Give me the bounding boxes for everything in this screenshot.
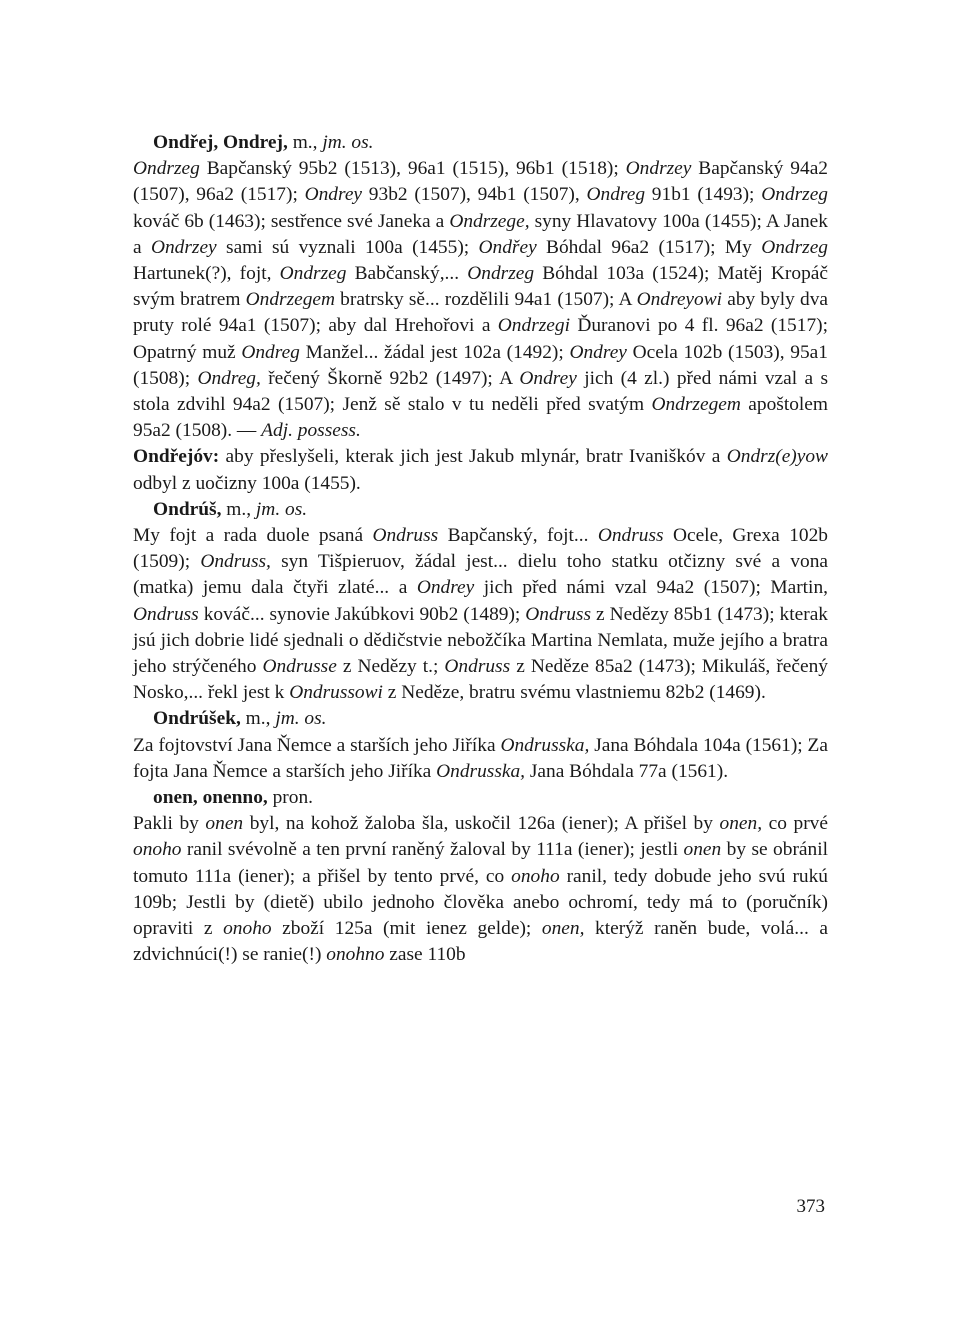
citation-form: Ondrzeg <box>761 184 828 206</box>
text-run: z Neděze 85a2 (1473); Mikuláš, řečený Nosko,... řekl jest k <box>133 656 828 704</box>
text-run: Pakli by <box>133 813 206 835</box>
text-run: ranil svévolně a ten první raněný žaloval by 111a (iener); jestli <box>181 839 684 861</box>
text-run: Ocela 102b (1503), 95a1 (1508); <box>133 341 828 389</box>
text-run: Bóhdal 96a2 (1517); My <box>536 236 762 258</box>
entry-heading <box>133 497 828 523</box>
text-run: 91b1 (1493); <box>645 184 762 206</box>
citation-form: Ondruss <box>525 603 592 625</box>
entry-text <box>133 733 828 785</box>
grammar-label: m., <box>221 498 256 520</box>
text-run: zboží 125a (mit ienez gelde); <box>271 918 542 940</box>
grammar-label: pron. <box>267 787 314 809</box>
text-run: jich před námi vzal 94a2 (1507); Martin, <box>474 577 828 599</box>
headword: Ondrúšek, <box>153 708 241 730</box>
entry-heading <box>133 130 828 156</box>
grammar-label: m., <box>240 708 276 730</box>
grammar-abbrev: jm. os. <box>255 498 308 520</box>
citation-form: onoho <box>511 865 560 887</box>
citation-form: Ondruss <box>597 525 664 547</box>
citation-form: Ondrussowi <box>289 682 383 704</box>
text-run: by se obránil tomuto 111a (iener); a přišel by tento prvé, co <box>133 839 828 887</box>
citation-form: Ondrzegem <box>651 394 741 416</box>
text-run: Hartunek(?), fojt, <box>133 263 280 285</box>
page-number: 373 <box>796 1196 825 1217</box>
citation-form: Ondrey <box>416 577 475 599</box>
citation-form: Ondrzegi <box>497 315 570 337</box>
dictionary-entry <box>133 130 828 497</box>
citation-form: Ondreg, <box>197 367 261 389</box>
headword: onen, onenno, <box>153 787 268 809</box>
citation-form: Ondrzeg <box>467 263 535 285</box>
text-run: Bóhdal 103a (1524); Matěj Kropáč svým bratrem <box>133 263 828 311</box>
text-run: řečený Škorně 92b2 (1497); A <box>260 367 520 389</box>
dictionary-entry <box>133 497 828 707</box>
citation-form: Ondrzegem <box>245 289 336 311</box>
text-run: syn Tišpieruov, žádal jest... dielu toho statku otčizny své a vona (matka) jemu dala čtyři zlaté... a <box>133 551 828 599</box>
text-run: kováč 6b (1463); sestřence své Janeka a <box>133 210 450 232</box>
grammar-label: m., <box>287 132 323 153</box>
text-run: Bapčanský 94a2 (1507), 96a2 (1517); <box>133 158 828 206</box>
text-run: zase 110b <box>384 944 466 966</box>
text-run: Ďuranovi po 4 fl. 96a2 (1517); Opatrný muž <box>133 315 828 363</box>
text-run: Bapčanský 95b2 (1513), 96a1 (1515), 96b1 (1518); <box>199 158 626 180</box>
headword: Ondrúš, <box>153 498 222 520</box>
text-run: My fojt a rada duole psaná <box>133 525 373 547</box>
text-run: odbyl z uočizny 100a (1455). <box>133 472 361 494</box>
citation-form: Ondrzeg <box>279 263 347 285</box>
text-run: Ocele, Grexa 102b (1509); <box>133 525 828 573</box>
citation-form: Ondrey <box>304 184 363 206</box>
citation-form: Ondrey <box>569 341 627 363</box>
text-run: aby byly dva pruty rolé 94a1 (1507); aby dal Hrehořovi a <box>133 289 828 337</box>
entry-text <box>133 523 828 706</box>
text-run: Za fojtovství Jana Ňemce a starších jeho Jiříka <box>133 734 501 756</box>
citation-form: Ondrz(e)yow <box>726 446 828 468</box>
citation-form: Ondruss <box>444 656 511 678</box>
text-run: byl, na kohož žaloba šla, uskočil 126a (iener); A přišel by <box>243 813 720 835</box>
text-run: Babčanský,... <box>346 263 468 285</box>
citation-form: Ondrusska, <box>436 760 526 782</box>
grammar-abbrev: jm. os. <box>275 708 327 730</box>
entry-text <box>133 156 828 444</box>
citation-form: Ondreyowi <box>636 289 723 311</box>
citation-form: Ondrzey <box>150 236 217 258</box>
text-run: kterýž raněn bude, volá... a zdvichnúci(!) se ranie(!) <box>133 918 828 966</box>
grammar-abbrev: jm. os. <box>322 132 374 153</box>
citation-form: Ondruss, <box>200 551 271 573</box>
citation-form: onohno <box>326 944 385 966</box>
citation-form: Ondrusse <box>262 656 337 678</box>
citation-form: Ondrzege, <box>449 210 530 232</box>
citation-form: Ondrusska, <box>500 734 590 756</box>
text-run: co prvé <box>762 813 828 835</box>
citation-form: Ondrzeg <box>133 158 200 180</box>
text-run: syny Hlavatovy 100a (1455); A Janek a <box>133 210 828 258</box>
text-run: 93b2 (1507), 94b1 (1507), <box>362 184 587 206</box>
text-run: Jana Bóhdala 104a (1561); Za fojta Jana Ňemce a starších jeho Jiříka <box>133 734 828 782</box>
citation-form: onoho <box>223 918 272 940</box>
headword: Ondřej, Ondrej, <box>153 132 288 153</box>
citation-form: onen <box>683 839 722 861</box>
citation-form: Ondrzey <box>625 158 692 180</box>
text-run: Jana Bóhdala 77a (1561). <box>525 760 729 782</box>
entry-text <box>133 811 828 968</box>
text-run: Manžel... žádal jest 102a (1492); <box>299 341 570 363</box>
sub-headword: Ondřejóv: <box>133 446 220 468</box>
dictionary-page <box>133 130 828 969</box>
citation-form: Ondřey <box>478 236 537 258</box>
citation-form: Ondrzeg <box>761 236 828 258</box>
text-run: jich (4 zl.) před námi vzal a s stola zdvihl 94a2 (1507); Jenž sě stalo v tu neděli před svatým <box>133 367 829 416</box>
entry-heading <box>133 785 828 811</box>
citation-form: onen, <box>541 918 585 940</box>
citation-form: onoho <box>133 839 182 861</box>
text-run: z Nedězy t.; <box>336 656 445 678</box>
text-run: kováč... synovie Jakúbkovi 90b2 (1489); <box>198 603 526 625</box>
text-run: z Nedězy 85b1 (1473); kterak jsú jich dobrie lidé sjednali o dědičstvie nebožčíka Martina Nemlata, muže jejího a bratra jeho strýčeného <box>133 603 829 678</box>
citation-form: onen <box>205 813 244 835</box>
text-run: Bapčanský, fojt... <box>438 525 598 547</box>
dictionary-entry <box>133 706 828 785</box>
entry-text <box>133 444 828 496</box>
text-run: ranil, tedy dobude jeho svú rukú 109b; Jestli by (dietě) ubilo jednoho člověka anebo ochromí, tedy má to (poručník) opraviti z <box>133 865 828 940</box>
text-run: apoštolem 95a2 (1508). — <box>133 394 828 442</box>
citation-form: Ondreg <box>586 184 646 206</box>
text-run: z Neděze, bratru svému vlastniemu 82b2 (1469). <box>382 682 766 704</box>
citation-form: Ondrey <box>519 367 577 389</box>
dictionary-entry <box>133 785 828 968</box>
text-run: bratrsky sě... rozdělili 94a1 (1507); A <box>335 289 637 311</box>
text-run: sami sú vyznali 100a (1455); <box>216 236 479 258</box>
entry-heading <box>133 706 828 732</box>
citation-form: Ondruss <box>133 603 199 625</box>
citation-form: Ondreg <box>241 341 300 363</box>
citation-form: Adj. possess. <box>261 420 361 442</box>
citation-form: onen, <box>719 813 763 835</box>
text-run: aby přeslyšeli, kterak jich jest Jakub mlynár, bratr Ivaniškóv a <box>219 446 727 468</box>
citation-form: Ondruss <box>372 525 439 547</box>
